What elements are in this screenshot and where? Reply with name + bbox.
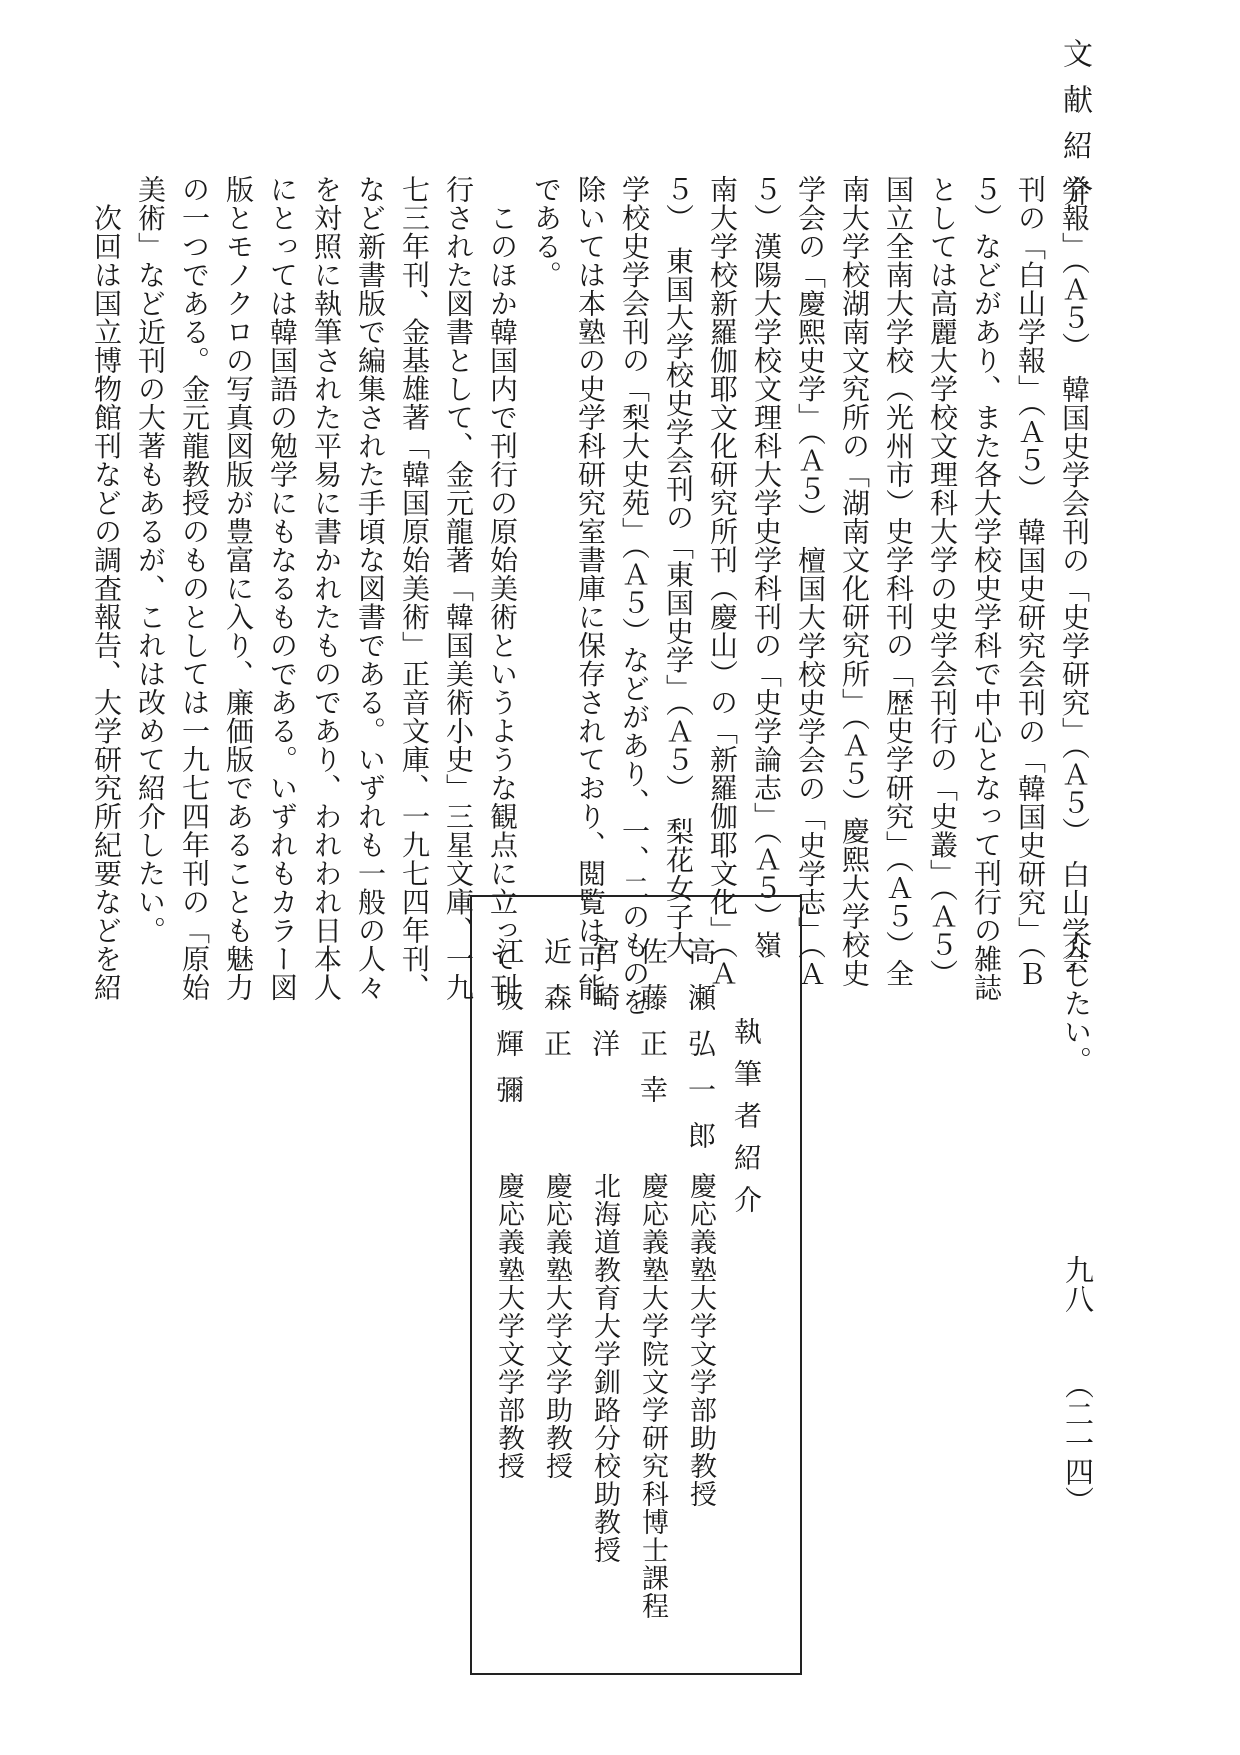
contributor-affiliation: 慶応義塾大学文学助教授 xyxy=(541,1172,572,1480)
body-text-line: ５） 東国大学校史学会刊の「東国史学」（Ａ５） 梨花女子大 xyxy=(662,175,695,960)
contributor-entry xyxy=(632,937,678,1657)
contributor-entry xyxy=(536,937,582,1657)
body-text-upper xyxy=(90,175,1096,1016)
body-text-line: 国立全南大学校（光州市）史学科刊の「歴史学研究」（Ａ５）全 xyxy=(882,175,915,988)
contributor-affiliation: 北海道教育大学釧路分校助教授 xyxy=(589,1172,620,1564)
body-text-line: 学会の「慶熙史学」（Ａ５） 檀国大学校史学会の「史学志」（Ａ xyxy=(794,175,827,988)
body-text-line: 七三年刊、金基雄著「韓国原始美術」正音文庫、一九七四年刊、 xyxy=(398,175,431,1002)
body-text-line: としては高麗大学校文理科大学の史学会刊行の「史叢」（Ａ５） xyxy=(926,175,959,988)
body-text-line: ５）などがあり、また各大学校史学科で中心となって刊行の雑誌 xyxy=(970,175,1003,1002)
contributor-affiliation: 慶応義塾大学文学部助教授 xyxy=(685,1172,716,1508)
body-text-line: 南大学校湖南文究所の「湖南文化研究所」（Ａ５）慶熙大学校史 xyxy=(838,175,871,988)
contributor-affiliation: 慶応義塾大学院文学研究科博士課程 xyxy=(637,1172,668,1620)
contributor-name: 高瀬弘一郎 xyxy=(684,937,717,1167)
body-text-continuation: 介したい。 xyxy=(1060,932,1093,1075)
body-text-line: ５）漢陽大学校文理科大学史学科刊の「史学論志」（Ａ５）嶺 xyxy=(750,175,783,959)
body-text-line: 美術」など近刊の大著もあるが、これは改めて紹介したい。 xyxy=(134,175,167,945)
contributor-entry xyxy=(680,937,726,1657)
body-text-line: である。 xyxy=(530,175,563,289)
body-text-line: 除いては本塾の史学科研究室書庫に保存されており、閲覧は可能 xyxy=(574,175,607,1002)
page-number: 九八 xyxy=(1061,1255,1095,1313)
contributor-name: 江坂輝彌 xyxy=(492,937,525,1121)
contributor-affiliation: 慶応義塾大学文学部教授 xyxy=(493,1172,524,1480)
body-text-line: 刊の「白山学報」（Ａ５） 韓国史研究会刊の「韓国史研究」（Ｂ xyxy=(1014,175,1047,988)
contributor-entry xyxy=(488,937,534,1657)
body-text-line: の一つである。金元龍教授のものとしては一九七四年刊の「原始 xyxy=(178,175,211,1002)
body-text-line: を対照に執筆された平易に書かれたものであり、われわれ日本人 xyxy=(310,175,343,1002)
body-text-line: 版とモノクロの写真図版が豊富に入り、廉価版であることも魅力 xyxy=(222,175,255,1002)
article-number: （二一四） xyxy=(1061,1370,1095,1515)
body-text-line: このほか韓国内で刊行の原始美術というような観点に立って刊 xyxy=(486,175,519,1002)
contributors-box xyxy=(470,895,802,1675)
contributor-name: 宮崎洋 xyxy=(588,937,621,1075)
contributor-entry xyxy=(584,937,630,1657)
body-text-line: にとっては韓国語の勉学にもなるものである。いずれもカラー図 xyxy=(266,175,299,1002)
body-text-line: 次回は国立博物館刊などの調査報告、大学研究所紀要などを紹 xyxy=(90,175,123,1002)
body-text-line: など新書版で編集された手頃な図書である。いずれも一般の人々 xyxy=(354,175,387,1002)
body-text-line: 学報」（Ａ５） 韓国史学会刊の「史学研究」（Ａ５） 白山学会 xyxy=(1058,175,1091,974)
body-text-line: 行された図書として、金元龍著「韓国美術小史」三星文庫、一九 xyxy=(442,175,475,1002)
body-text-line: 南大学校新羅伽耶文化研究所刊（慶山）の「新羅伽耶文化」（Ａ xyxy=(706,175,739,988)
contributor-name: 佐藤正幸 xyxy=(636,937,669,1121)
contributor-name: 近森正 xyxy=(540,937,573,1075)
body-text-line: 学校史学会刊の「梨大史苑」（Ａ５）などがあり、一、二のものを xyxy=(618,175,651,1016)
section-title: 文献紹介 xyxy=(1057,38,1092,222)
contributors-heading: 執筆者紹介 xyxy=(730,1017,763,1227)
